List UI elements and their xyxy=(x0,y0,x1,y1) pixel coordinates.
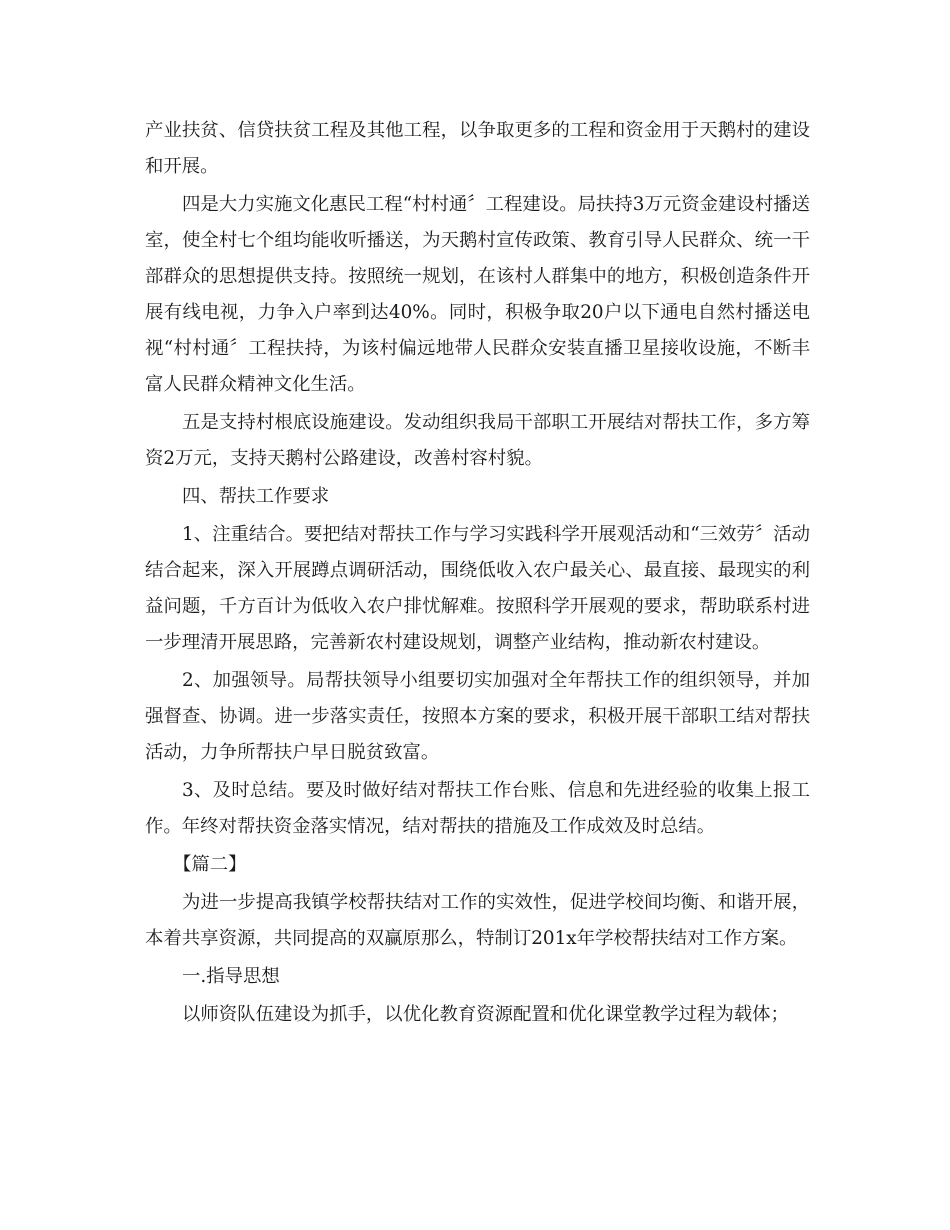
paragraph-requirement-2: 2、加强领导。局帮扶领导小组要切实加强对全年帮扶工作的组织领导，并加强督查、协调。进一步落实责任，按照本方案的要求，积极开展干部职工结对帮扶活动，力争所帮扶户早日脱贫致富。 xyxy=(145,670,810,763)
section-heading-part-two: 【篇二】 xyxy=(173,854,247,875)
paragraph-culture-project: 四是大力实施文化惠民工程“村村通〞工程建设。局扶持3万元资金建设村播送室，使全村七个组均能收听播送，为天鹅村宣传政策、教育引导人民群众、统一干部群众的思想提供支持。按照统一规划，在该村人群集中的地方，积极创造条件开展有线电视，力争入户率到达40%。同时，积极争取20户以下通电自然村播送电视“村村通〞工程扶持，为该村偏远地带人民群众安装直播卫星接收设施，不断丰富人民群众精神文化生活。 xyxy=(145,194,810,395)
section-heading-guiding-ideology: 一.指导思想 xyxy=(182,966,280,987)
paragraph-requirement-1: 1、注重结合。要把结对帮扶工作与学习实践科学开展观活动和“三效劳〞活动结合起来，深入开展蹲点调研活动，围绕低收入农户最关心、最直接、最现实的利益问题，千方百计为低收入农户排忧解难。按照科学开展观的要求，帮助联系村进一步理清开展思路，完善新农村建设规划，调整产业结构，推动新农村建设。 xyxy=(145,524,810,653)
section-heading-requirements: 四、帮扶工作要求 xyxy=(182,486,330,507)
paragraph-intro-part-two: 为进一步提高我镇学校帮扶结对工作的实效性，促进学校间均衡、和谐开展，本着共享资源，共同提高的双赢原那么，特制订201x年学校帮扶结对工作方案。 xyxy=(145,892,810,949)
paragraph-requirement-3: 3、及时总结。要及时做好结对帮扶工作台账、信息和先进经验的收集上报工作。年终对帮扶资金落实情况，结对帮扶的措施及工作成效及时总结。 xyxy=(145,780,810,837)
paragraph-guiding-ideology: 以师资队伍建设为抓手，以优化教育资源配置和优化课堂教学过程为载体； xyxy=(182,1004,789,1025)
document-body xyxy=(145,113,810,1035)
paragraph-continued: 产业扶贫、信贷扶贫工程及其他工程，以争取更多的工程和资金用于天鹅村的建设和开展。 xyxy=(145,120,810,177)
paragraph-infrastructure: 五是支持村根底设施建设。发动组织我局干部职工开展结对帮扶工作，多方筹资2万元，支持天鹅村公路建设，改善村容村貌。 xyxy=(145,412,810,469)
